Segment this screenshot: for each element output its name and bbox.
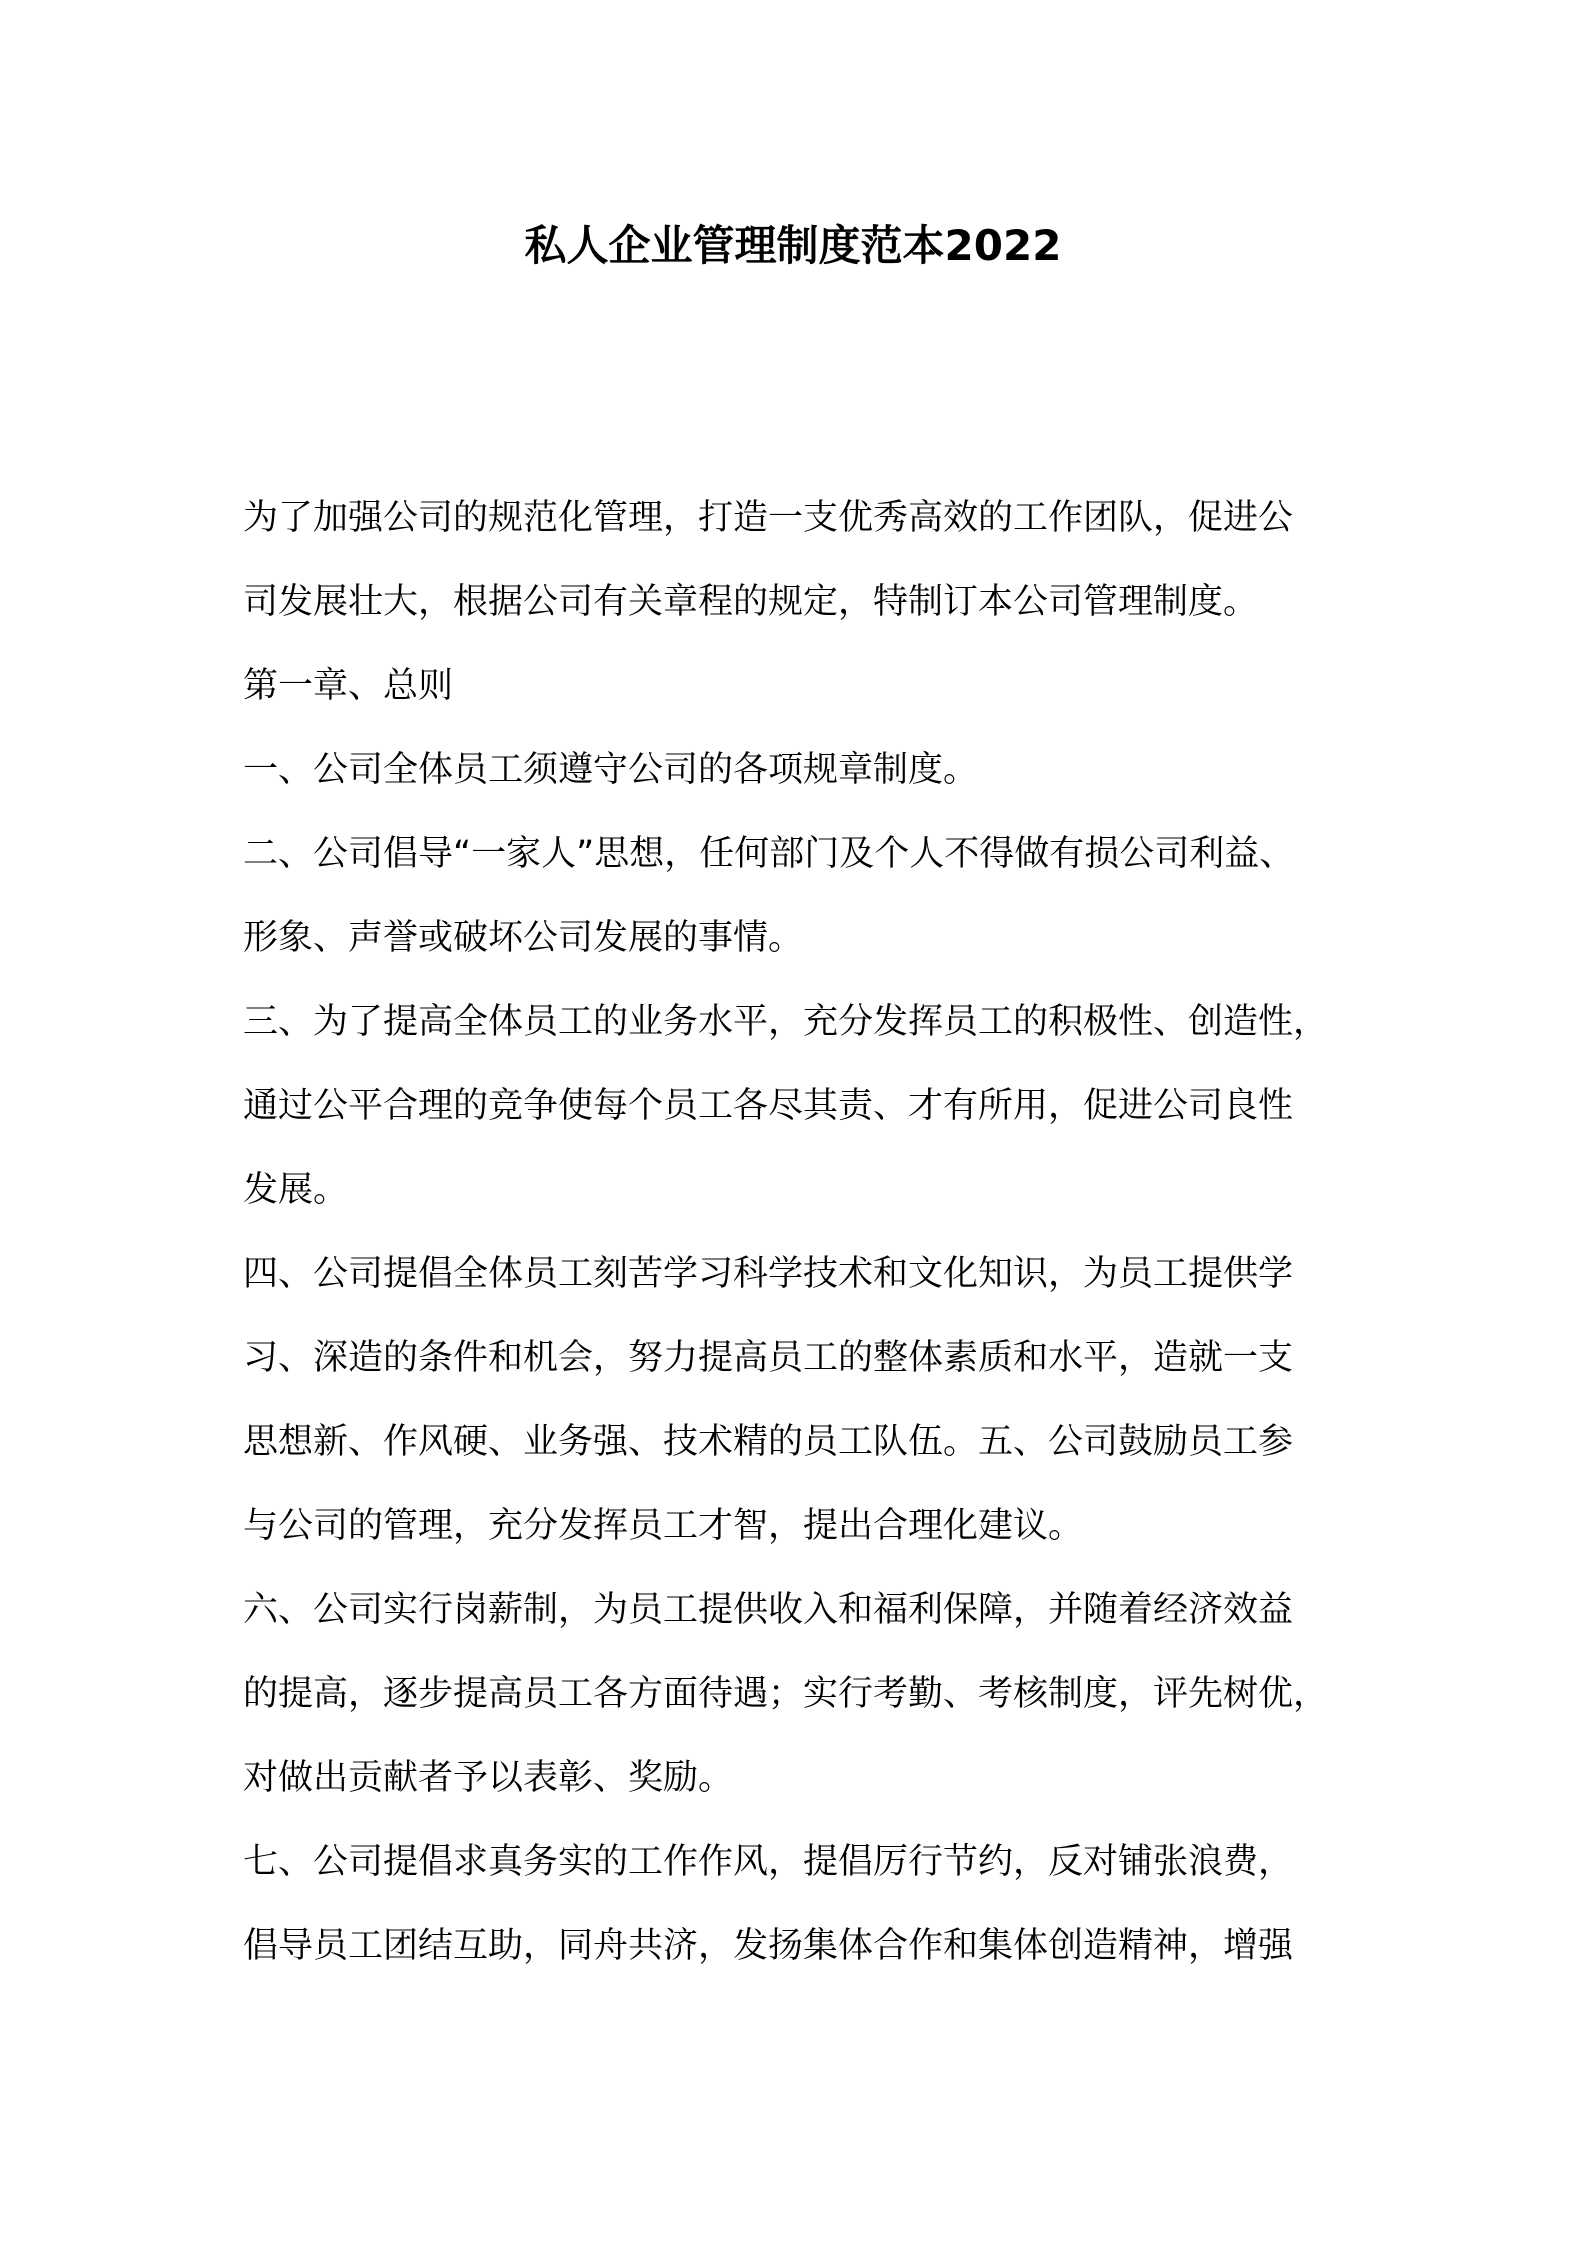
- body-line: 六、公司实行岗薪制，为员工提供收入和福利保障，并随着经济效益: [243, 1590, 1294, 1630]
- body-line: 对做出贡献者予以表彰、奖励。: [243, 1758, 734, 1798]
- document-title: 私人企业管理制度范本2022: [524, 221, 1062, 270]
- body-line: 的提高，逐步提高员工各方面待遇；实行考勤、考核制度，评先树优，: [243, 1674, 1329, 1714]
- body-line: 司发展壮大，根据公司有关章程的规定，特制订本公司管理制度。: [243, 582, 1259, 622]
- body-line: 二、公司倡导“一家人”思想，任何部门及个人不得做有损公司利益、: [243, 834, 1295, 874]
- body-line: 形象、声誉或破坏公司发展的事情。: [243, 918, 804, 958]
- body-line: 思想新、作风硬、业务强、技术精的员工队伍。五、公司鼓励员工参: [243, 1422, 1294, 1462]
- body-line: 一、公司全体员工须遵守公司的各项规章制度。: [243, 750, 979, 790]
- body-line: 为了加强公司的规范化管理，打造一支优秀高效的工作团队，促进公: [243, 498, 1294, 538]
- body-line: 倡导员工团结互助，同舟共济，发扬集体合作和集体创造精神，增强: [243, 1926, 1294, 1966]
- body-line: 三、为了提高全体员工的业务水平，充分发挥员工的积极性、创造性，: [243, 1002, 1329, 1042]
- chapter-heading: 第一章、总则: [243, 666, 454, 706]
- body-line: 通过公平合理的竞争使每个员工各尽其责、才有所用，促进公司良性: [243, 1086, 1294, 1126]
- document-body: [243, 488, 1363, 2000]
- body-line: 习、深造的条件和机会，努力提高员工的整体素质和水平，造就一支: [243, 1338, 1294, 1378]
- body-line: 发展。: [243, 1170, 349, 1210]
- body-line: 与公司的管理，充分发挥员工才智，提出合理化建议。: [243, 1506, 1084, 1546]
- body-line: 七、公司提倡求真务实的工作作风，提倡厉行节约，反对铺张浪费，: [243, 1842, 1294, 1882]
- body-line: 四、公司提倡全体员工刻苦学习科学技术和文化知识，为员工提供学: [243, 1254, 1294, 1294]
